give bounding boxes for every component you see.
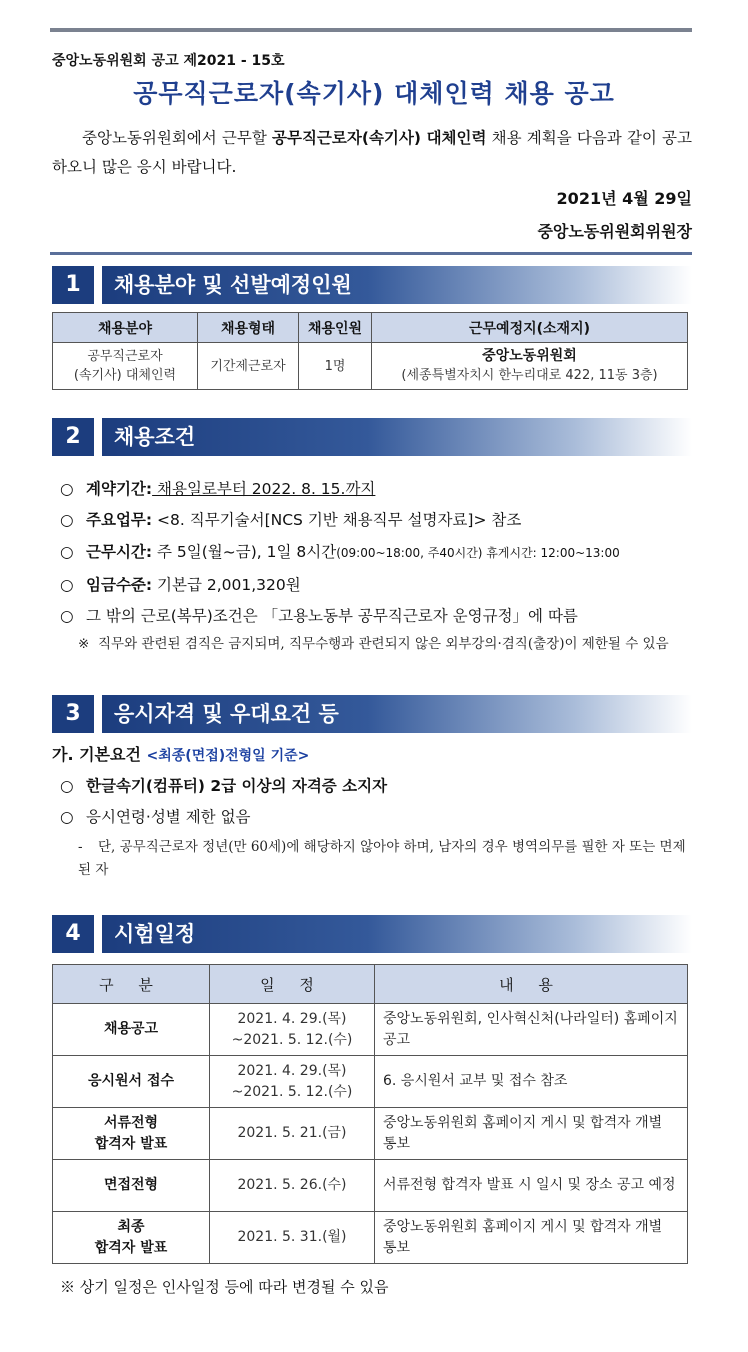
section-2-header <box>52 418 692 456</box>
location-name: 중앙노동위원회 <box>482 348 577 364</box>
cell-schedule: 2021. 5. 21.(금) <box>210 1108 375 1160</box>
cell-category: 서류전형 합격자 발표 <box>53 1108 210 1160</box>
table-header-row <box>53 965 688 1004</box>
cell-schedule: 2021. 5. 26.(수) <box>210 1160 375 1212</box>
section-title: 채용조건 <box>114 425 196 449</box>
section-1-header <box>52 266 692 304</box>
table-row <box>53 1212 688 1264</box>
cell-schedule: 2021. 4. 29.(목) ~2021. 5. 12.(수) <box>210 1004 375 1056</box>
col-header-schedule: 일 정 <box>210 965 375 1004</box>
section-4-header <box>52 915 692 953</box>
cell-category: 응시원서 접수 <box>53 1056 210 1108</box>
cell-schedule: 2021. 5. 31.(월) <box>210 1212 375 1264</box>
cell-type: 기간제근로자 <box>198 343 299 390</box>
col-header-field: 채용분야 <box>53 313 198 343</box>
section-number: 3 <box>52 695 94 733</box>
condition-other: ○ 그 밖의 근로(복무)조건은 「고용노동부 공무직근로자 운영규정」에 따름 <box>60 607 578 625</box>
cell-category: 최종 합격자 발표 <box>53 1212 210 1264</box>
section-number: 2 <box>52 418 94 456</box>
section-title: 채용분야 및 선발예정인원 <box>114 273 352 297</box>
recruitment-table <box>52 312 688 390</box>
cell-count: 1명 <box>299 343 372 390</box>
intro-text-post: 채용 계획을 다음과 같이 공고하오니 많은 응시 바랍니다. <box>52 129 693 176</box>
condition-duty: ○ 주요업무: <8. 직무기술서[NCS 기반 채용직무 설명자료]> 참조 <box>60 511 522 529</box>
condition-wage: ○ 임금수준: 기본급 2,001,320원 <box>60 576 301 594</box>
section-number: 1 <box>52 266 94 304</box>
cell-field <box>53 343 198 390</box>
table-row <box>53 343 688 390</box>
section-title: 시험일정 <box>114 922 196 946</box>
col-header-content: 내 용 <box>375 965 688 1004</box>
table-row <box>53 1108 688 1160</box>
cell-location <box>372 343 688 390</box>
cell-content: 중앙노동위원회 홈페이지 게시 및 합격자 개별 통보 <box>375 1108 688 1160</box>
cell-content: 중앙노동위원회 홈페이지 게시 및 합격자 개별 통보 <box>375 1212 688 1264</box>
col-header-location: 근무예정지(소재지) <box>372 313 688 343</box>
cell-category: 면접전형 <box>53 1160 210 1212</box>
top-divider <box>50 28 692 32</box>
requirement-age: ○ 응시연령·성별 제한 없음 <box>60 808 251 826</box>
announcement-number: 중앙노동위원회 공고 제2021 - 15호 <box>52 53 285 69</box>
field-line-1: 공무직근로자 <box>87 349 163 364</box>
field-line-2: (속기사) 대체인력 <box>73 368 177 383</box>
basic-requirements-heading: 가. 기본요건 <최종(면접)전형일 기준> <box>52 745 310 764</box>
cell-content: 중앙노동위원회, 인사혁신처(나라일터) 홈페이지 공고 <box>375 1004 688 1056</box>
signer: 중앙노동위원회위원장 <box>537 222 692 241</box>
col-header-category: 구 분 <box>53 965 210 1004</box>
announcement-date: 2021년 4월 29일 <box>556 189 692 208</box>
table-row <box>53 1004 688 1056</box>
cell-category: 채용공고 <box>53 1004 210 1056</box>
table-header-row <box>53 313 688 343</box>
header-divider <box>50 252 692 255</box>
table-row <box>53 1056 688 1108</box>
condition-note: ※ 직무와 관련된 겸직은 금지되며, 직무수행과 관련되지 않은 외부강의·겸직(출장)이 제한될 수 있음 <box>78 636 669 652</box>
section-3-header <box>52 695 692 733</box>
location-address: (세종특별자치시 한누리대로 422, 11동 3층) <box>401 368 658 383</box>
intro-paragraph <box>52 124 692 182</box>
condition-hours: ○ 근무시간: 주 5일(월~금), 1일 8시간(09:00~18:00, 주40시간) 휴게시간: 12:00~13:00 <box>60 543 620 561</box>
cell-schedule: 2021. 4. 29.(목) ~2021. 5. 12.(수) <box>210 1056 375 1108</box>
section-title: 응시자격 및 우대요건 등 <box>114 702 339 726</box>
cell-content: 서류전형 합격자 발표 시 일시 및 장소 공고 예정 <box>375 1160 688 1212</box>
section-number: 4 <box>52 915 94 953</box>
page-title: 공무직근로자(속기사) 대체인력 채용 공고 <box>133 79 615 108</box>
schedule-table <box>52 964 688 1264</box>
intro-text-bold: 공무직근로자(속기사) 대체인력 <box>272 129 487 147</box>
col-header-count: 채용인원 <box>299 313 372 343</box>
intro-text-pre: 중앙노동위원회에서 근무할 <box>82 129 273 147</box>
table-row <box>53 1160 688 1212</box>
cell-content: 6. 응시원서 교부 및 접수 참조 <box>375 1056 688 1108</box>
requirement-certificate: ○ 한글속기(컴퓨터) 2급 이상의 자격증 소지자 <box>60 777 388 795</box>
requirement-note: - 단, 공무직근로자 정년(만 60세)에 해당하지 않아야 하며, 남자의 경우 병역의무를 필한 자 또는 면제된 자 <box>78 839 686 878</box>
schedule-footnote: ※ 상기 일정은 인사일정 등에 따라 변경될 수 있음 <box>60 1278 389 1296</box>
condition-contract: ○ 계약기간: 채용일로부터 2022. 8. 15.까지 <box>60 480 376 498</box>
col-header-type: 채용형태 <box>198 313 299 343</box>
